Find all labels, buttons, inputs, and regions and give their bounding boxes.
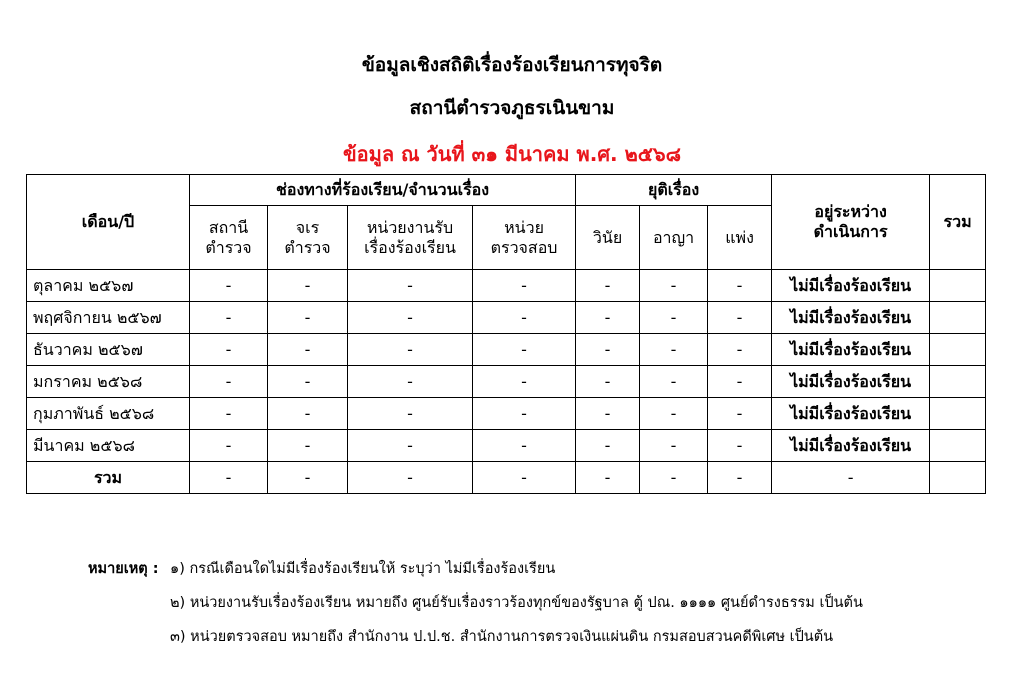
month-cell: ตุลาคม ๒๕๖๗ <box>27 270 190 302</box>
value-cell: - <box>348 302 473 334</box>
value-cell: - <box>640 366 708 398</box>
value-cell: - <box>190 334 268 366</box>
value-cell: - <box>708 430 772 462</box>
value-cell: - <box>473 398 576 430</box>
value-cell: - <box>640 398 708 430</box>
value-cell: - <box>473 334 576 366</box>
value-cell: - <box>190 366 268 398</box>
value-cell: - <box>190 302 268 334</box>
status-cell: ไม่มีเรื่องร้องเรียน <box>772 366 930 398</box>
value-cell: - <box>268 302 348 334</box>
month-cell: พฤศจิกายน ๒๕๖๗ <box>27 302 190 334</box>
note-text: ๓) หน่วยตรวจสอบ หมายถึง สำนักงาน ป.ป.ช. สำนักงานการตรวจเงินแผ่นดิน กรมสอบสวนคดีพิเศษ เป็นต้น <box>170 629 834 645</box>
table-row <box>27 366 986 398</box>
value-cell: - <box>576 270 640 302</box>
status-cell: ไม่มีเรื่องร้องเรียน <box>772 302 930 334</box>
table-row <box>27 430 986 462</box>
value-cell: - <box>268 270 348 302</box>
document-title: ข้อมูลเชิงสถิติเรื่องร้องเรียนการทุจริต <box>361 54 663 76</box>
value-cell: - <box>268 430 348 462</box>
value-cell: - <box>708 398 772 430</box>
note-item <box>88 620 863 654</box>
value-cell: - <box>576 462 640 494</box>
header-total: รวม <box>930 175 986 270</box>
header-audit-unit: หน่วย ตรวจสอบ <box>473 206 576 270</box>
value-cell: - <box>190 462 268 494</box>
value-cell: - <box>473 366 576 398</box>
header-police-inspector: จเร ตำรวจ <box>268 206 348 270</box>
total-label: รวม <box>27 462 190 494</box>
status-cell: ไม่มีเรื่องร้องเรียน <box>772 430 930 462</box>
value-cell: - <box>268 398 348 430</box>
grand-total-cell <box>930 462 986 494</box>
table-row <box>27 302 986 334</box>
value-cell: - <box>640 430 708 462</box>
pending-total-cell: - <box>772 462 930 494</box>
value-cell: - <box>348 430 473 462</box>
total-cell <box>930 430 986 462</box>
value-cell: - <box>708 302 772 334</box>
value-cell: - <box>348 270 473 302</box>
header-criminal: อาญา <box>640 206 708 270</box>
month-cell: กุมภาพันธ์ ๒๕๖๘ <box>27 398 190 430</box>
total-cell <box>930 302 986 334</box>
total-cell <box>930 270 986 302</box>
header-channels: ช่องทางที่ร้องเรียน/จำนวนเรื่อง <box>190 175 576 206</box>
value-cell: - <box>348 334 473 366</box>
status-cell: ไม่มีเรื่องร้องเรียน <box>772 398 930 430</box>
status-cell: ไม่มีเรื่องร้องเรียน <box>772 270 930 302</box>
total-cell <box>930 398 986 430</box>
total-row <box>27 462 986 494</box>
value-cell: - <box>576 398 640 430</box>
value-cell: - <box>190 430 268 462</box>
value-cell: - <box>708 270 772 302</box>
value-cell: - <box>473 430 576 462</box>
as-of-date: ข้อมูล ณ วันที่ ๓๑ มีนาคม พ.ศ. ๒๕๖๘ <box>342 142 682 166</box>
complaint-stats-table <box>26 174 986 494</box>
notes-label: หมายเหตุ : <box>88 561 159 577</box>
value-cell: - <box>576 366 640 398</box>
total-cell <box>930 334 986 366</box>
value-cell: - <box>473 302 576 334</box>
value-cell: - <box>576 334 640 366</box>
header-civil: แพ่ง <box>708 206 772 270</box>
value-cell: - <box>708 462 772 494</box>
value-cell: - <box>576 302 640 334</box>
value-cell: - <box>640 334 708 366</box>
header-pending: อยู่ระหว่าง ดำเนินการ <box>772 175 930 270</box>
header-discipline: วินัย <box>576 206 640 270</box>
notes-section <box>88 552 863 654</box>
value-cell: - <box>473 462 576 494</box>
value-cell: - <box>268 366 348 398</box>
month-cell: มีนาคม ๒๕๖๘ <box>27 430 190 462</box>
value-cell: - <box>190 398 268 430</box>
value-cell: - <box>348 366 473 398</box>
month-cell: มกราคม ๒๕๖๘ <box>27 366 190 398</box>
value-cell: - <box>708 366 772 398</box>
value-cell: - <box>348 462 473 494</box>
note-item <box>88 586 863 620</box>
value-cell: - <box>190 270 268 302</box>
status-cell: ไม่มีเรื่องร้องเรียน <box>772 334 930 366</box>
value-cell: - <box>708 334 772 366</box>
value-cell: - <box>576 430 640 462</box>
table-row <box>27 398 986 430</box>
note-item <box>88 552 863 586</box>
value-cell: - <box>640 302 708 334</box>
table-row <box>27 334 986 366</box>
note-text: ๒) หน่วยงานรับเรื่องร้องเรียน หมายถึง ศูนย์รับเรื่องราวร้องทุกข์ของรัฐบาล ตู้ ปณ. ๑๑๑๑ ศูนย์ดำรงธรรม เป็นต้น <box>170 595 863 611</box>
value-cell: - <box>268 334 348 366</box>
value-cell: - <box>268 462 348 494</box>
station-name: สถานีตำรวจภูธรเนินขาม <box>409 97 615 119</box>
value-cell: - <box>348 398 473 430</box>
value-cell: - <box>640 462 708 494</box>
total-cell <box>930 366 986 398</box>
header-police-station: สถานี ตำรวจ <box>190 206 268 270</box>
value-cell: - <box>473 270 576 302</box>
table-row <box>27 270 986 302</box>
note-text: ๑) กรณีเดือนใดไม่มีเรื่องร้องเรียนให้ ระบุว่า ไม่มีเรื่องร้องเรียน <box>170 561 556 577</box>
header-month: เดือน/ปี <box>27 175 190 270</box>
header-complaint-agency: หน่วยงานรับ เรื่องร้องเรียน <box>348 206 473 270</box>
header-resolved: ยุติเรื่อง <box>576 175 772 206</box>
month-cell: ธันวาคม ๒๕๖๗ <box>27 334 190 366</box>
value-cell: - <box>640 270 708 302</box>
